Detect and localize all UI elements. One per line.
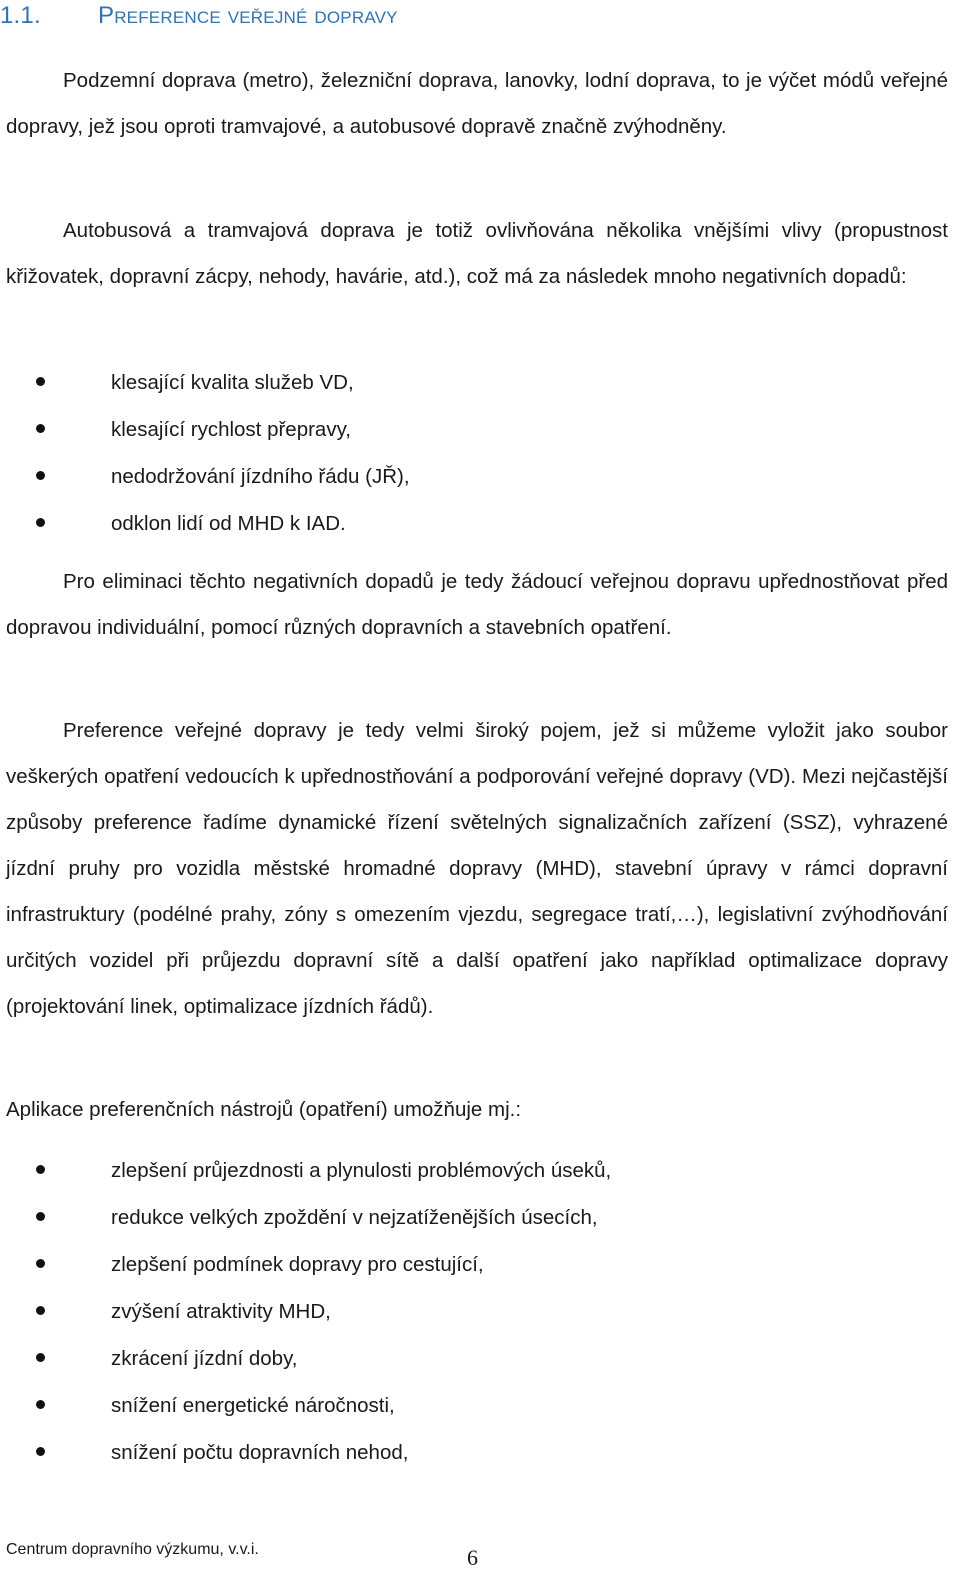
bullet-icon	[36, 471, 45, 480]
bullet-icon	[36, 424, 45, 433]
list-item: snížení energetické náročnosti,	[0, 1382, 940, 1429]
section-heading	[0, 2, 398, 30]
bullet-icon	[36, 1165, 45, 1174]
list-item: redukce velkých zpoždění v nejzatíženějších úsecích,	[0, 1194, 940, 1241]
list-item: snížení počtu dopravních nehod,	[0, 1429, 940, 1476]
list-item: klesající kvalita služeb VD,	[0, 359, 940, 406]
list-item: zkrácení jízdní doby,	[0, 1335, 940, 1382]
section-title: Preference veřejné dopravy	[98, 2, 398, 29]
list-item: zlepšení průjezdnosti a plynulosti problémových úseků,	[0, 1147, 940, 1194]
bullet-icon	[36, 1306, 45, 1315]
paragraph-intro: Podzemní doprava (metro), železniční doprava, lanovky, lodní doprava, to je výčet módů veřejné dopravy, jež jsou oproti tramvajové, a autobusové dopravě značně zvýhodněny.	[6, 69, 948, 138]
list-item: nedodržování jízdního řádu (JŘ),	[0, 453, 940, 500]
bullet-icon	[36, 1259, 45, 1268]
paragraph-elimination: Pro eliminaci těchto negativních dopadů je tedy žádoucí veřejnou dopravu upřednostňovat před dopravou individuální, pomocí různých dopravních a stavebních opatření.	[6, 570, 948, 639]
bullet-icon	[36, 1212, 45, 1221]
bullet-icon	[36, 1447, 45, 1456]
list-item: klesající rychlost přepravy,	[0, 406, 940, 453]
benefits-list	[0, 1147, 940, 1476]
negative-impacts-list	[0, 359, 940, 547]
paragraph-bus-tram: Autobusová a tramvajová doprava je totiž ovlivňována několika vnějšími vlivy (propustnost křižovatek, dopravní zácpy, nehody, havárie, atd.), což má za následek mnoho negativních dopadů:	[6, 219, 948, 288]
bullet-icon	[36, 1353, 45, 1362]
footer-organization: Centrum dopravního výzkumu, v.v.i.	[6, 1541, 259, 1558]
section-number: 1.1.	[0, 2, 41, 29]
bullet-icon	[36, 1400, 45, 1409]
list-item: odklon lidí od MHD k IAD.	[0, 500, 940, 547]
paragraph-definition: Preference veřejné dopravy je tedy velmi široký pojem, jež si můžeme vyložit jako soubor veškerých opatření vedoucích k upřednostňování a podporování veřejné dopravy (VD). Mezi nejčastější způsoby preference řadíme dynamické řízení světelných signalizačních zařízení (SSZ), vyhrazené jízdní pruhy pro vozidla městské hromadné dopravy (MHD), stavební úpravy v rámci dopravní infrastruktury (podélné prahy, zóny s omezením vjezdu, segregace tratí,…), legislativní zvýhodňování určitých vozidel při průjezdu dopravní sítě a další opatření jako například optimalizace dopravy (projektování linek, optimalizace jízdních řádů).	[6, 719, 948, 1018]
bullet-icon	[36, 377, 45, 386]
list-item: zvýšení atraktivity MHD,	[0, 1288, 940, 1335]
paragraph-application: Aplikace preferenčních nástrojů (opatření) umožňuje mj.:	[6, 1098, 522, 1121]
bullet-icon	[36, 518, 45, 527]
page-number: 6	[467, 1545, 478, 1570]
list-item: zlepšení podmínek dopravy pro cestující,	[0, 1241, 940, 1288]
